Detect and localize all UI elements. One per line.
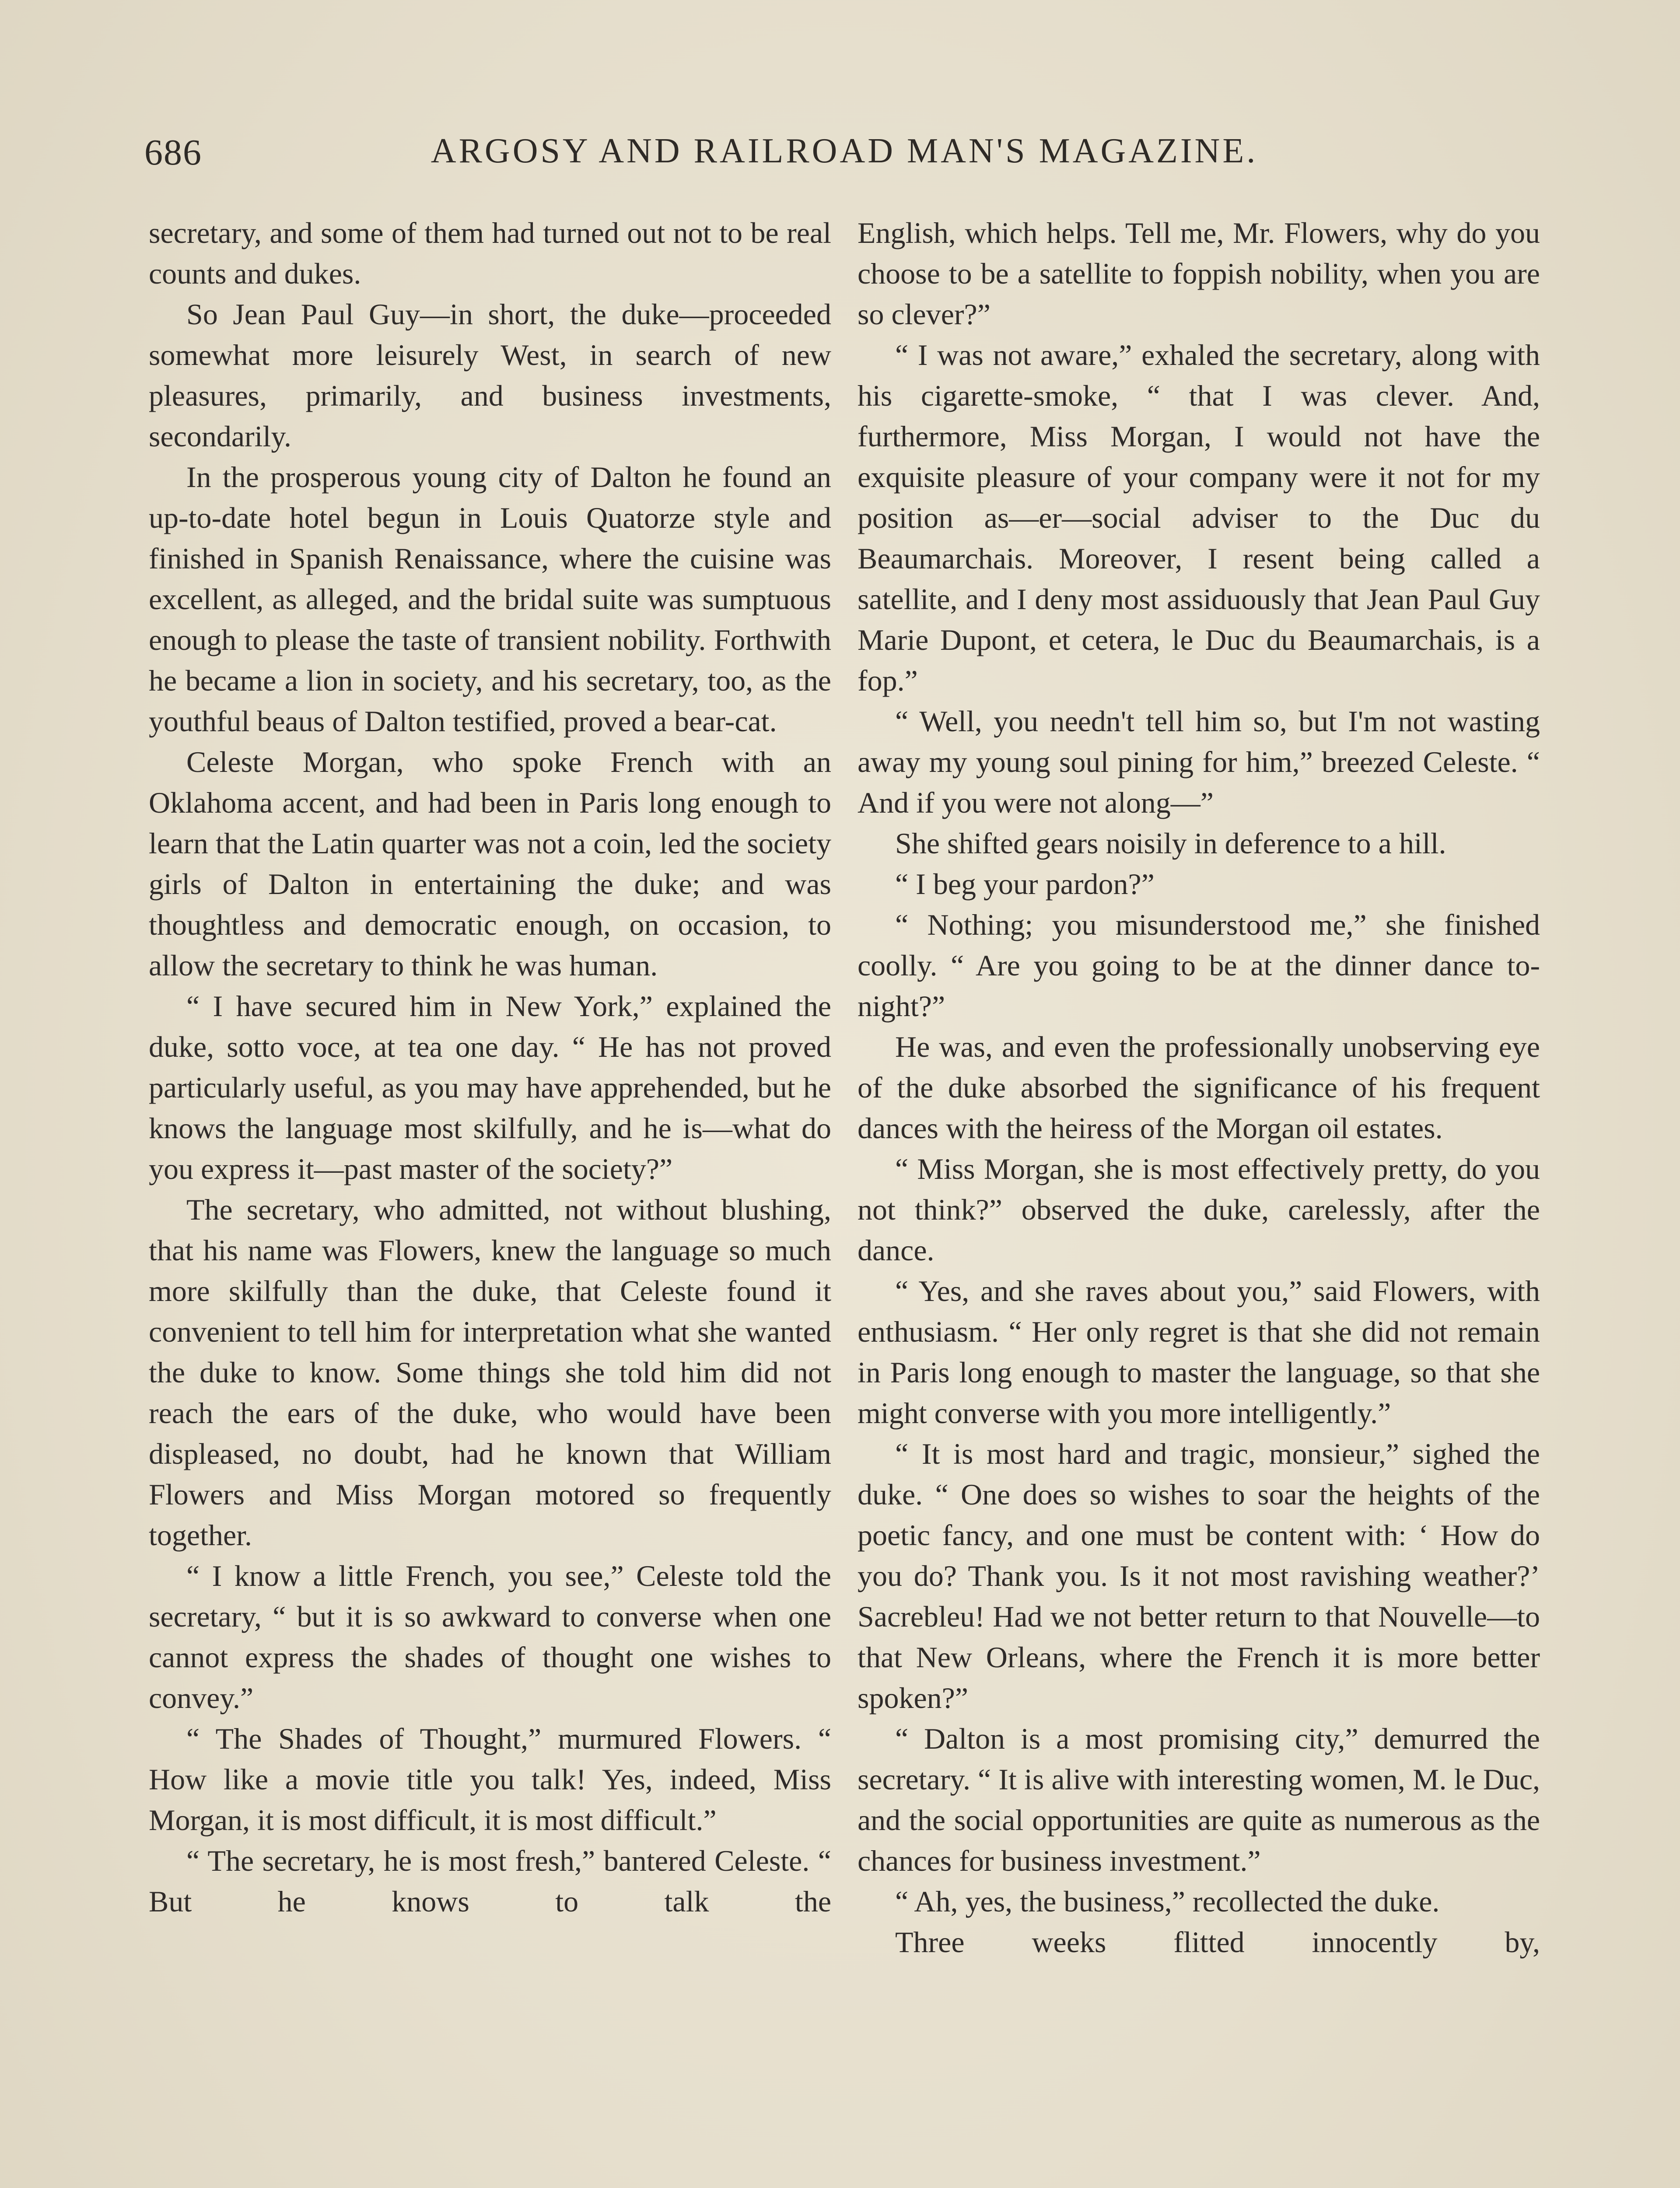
paragraph: “ I have secured him in New York,” explained the duke, sotto voce, at tea one day. “ He has not proved particularly useful, as you may have apprehended, but he knows the language most skilfully, and he is—what do you express it—past master of the society?”	[149, 989, 831, 1185]
paragraph: “ The Shades of Thought,” murmured Flowers. “ How like a movie title you talk! Yes, indeed, Miss Morgan, it is most difficult, it is most difficult.”	[149, 1722, 831, 1837]
paragraph: In the prosperous young city of Dalton he found an up-to-date hotel begun in Louis Quatorze style and finished in Spanish Renaissance, where the cuisine was excellent, as alleged, and the bridal suite was sumptuous enough to please the taste of transient nobility. Forthwith he became a lion in society, and his secretary, too, as the youthful beaus of Dalton testified, proved a bear-cat.	[149, 460, 831, 738]
paragraph: “ I know a little French, you see,” Celeste told the secretary, “ but it is so awkward to converse when one cannot express the shades of thought one wishes to convey.”	[149, 1559, 831, 1715]
paragraph: “ The secretary, he is most fresh,” bantered Celeste. “ But he knows to talk the	[149, 1844, 831, 1918]
paragraph: “ I was not aware,” exhaled the secretary, along with his cigarette-smoke, “ that I was clever. And, furthermore, Miss Morgan, I would not have the exquisite pleasure of your company were it not for my position as—er—social adviser to the Duc du Beaumarchais. Moreover, I resent being called a satellite, and I deny most assiduously that Jean Paul Guy Marie Dupont, et cetera, le Duc du Beaumarchais, is a fop.”	[858, 338, 1540, 697]
right-column	[858, 213, 1540, 1963]
paragraph: “ Yes, and she raves about you,” said Flowers, with enthusiasm. “ Her only regret is that she did not remain in Paris long enough to master the language, so that she might converse with you more intelligently.”	[858, 1274, 1540, 1430]
paragraph: “ I beg your pardon?”	[895, 867, 1155, 901]
left-column	[149, 213, 831, 1922]
paragraph: “ Ah, yes, the business,” recollected the duke.	[895, 1885, 1440, 1918]
paragraph: So Jean Paul Guy—in short, the duke—proceeded somewhat more leisurely West, in search of new pleasures, primarily, and business investments, secondarily.	[149, 298, 831, 453]
paragraph: secretary, and some of them had turned out not to be real counts and dukes.	[149, 216, 831, 290]
paragraph: “ Dalton is a most promising city,” demurred the secretary. “ It is alive with interesting women, M. le Duc, and the social opportunities are quite as numerous as the chances for business investment.”	[858, 1722, 1540, 1877]
paragraph: “ Nothing; you misunderstood me,” she finished coolly. “ Are you going to be at the dinner dance to-night?”	[858, 908, 1540, 1023]
paragraph: He was, and even the professionally unobserving eye of the duke absorbed the significance of his frequent dances with the heiress of the Morgan oil estates.	[858, 1030, 1540, 1145]
paragraph: She shifted gears noisily in deference to a hill.	[895, 827, 1446, 860]
paragraph: “ It is most hard and tragic, monsieur,” sighed the duke. “ One does so wishes to soar the heights of the poetic fancy, and one must be content with: ‘ How do you do? Thank you. Is it not most ravishing weather?’ Sacrebleu! Had we not better return to that Nouvelle—to that New Orleans, where the French it is more better spoken?”	[858, 1437, 1540, 1715]
page-number: 686	[144, 132, 202, 173]
page-header	[144, 131, 1544, 179]
paragraph: English, which helps. Tell me, Mr. Flowers, why do you choose to be a satellite to foppish nobility, when you are so clever?”	[858, 216, 1540, 331]
paragraph: “ Well, you needn't tell him so, but I'm not wasting away my young soul pining for him,” breezed Celeste. “ And if you were not along—”	[858, 705, 1540, 819]
magazine-title: ARGOSY AND RAILROAD MAN'S MAGAZINE.	[430, 132, 1258, 170]
paragraph: The secretary, who admitted, not without blushing, that his name was Flowers, knew the language so much more skilfully than the duke, that Celeste found it convenient to tell him for interpretation what she wanted the duke to know. Some things she told him did not reach the ears of the duke, who would have been displeased, no doubt, had he known that William Flowers and Miss Morgan motored so frequently together.	[149, 1193, 831, 1552]
paragraph: Three weeks flitted innocently by,	[895, 1925, 1540, 1959]
paragraph: “ Miss Morgan, she is most effectively pretty, do you not think?” observed the duke, carelessly, after the dance.	[858, 1152, 1540, 1267]
paragraph: Celeste Morgan, who spoke French with an Oklahoma accent, and had been in Paris long enough to learn that the Latin quarter was not a coin, led the society girls of Dalton in entertaining the duke; and was thoughtless and democratic enough, on occasion, to allow the secretary to think he was human.	[149, 745, 831, 982]
